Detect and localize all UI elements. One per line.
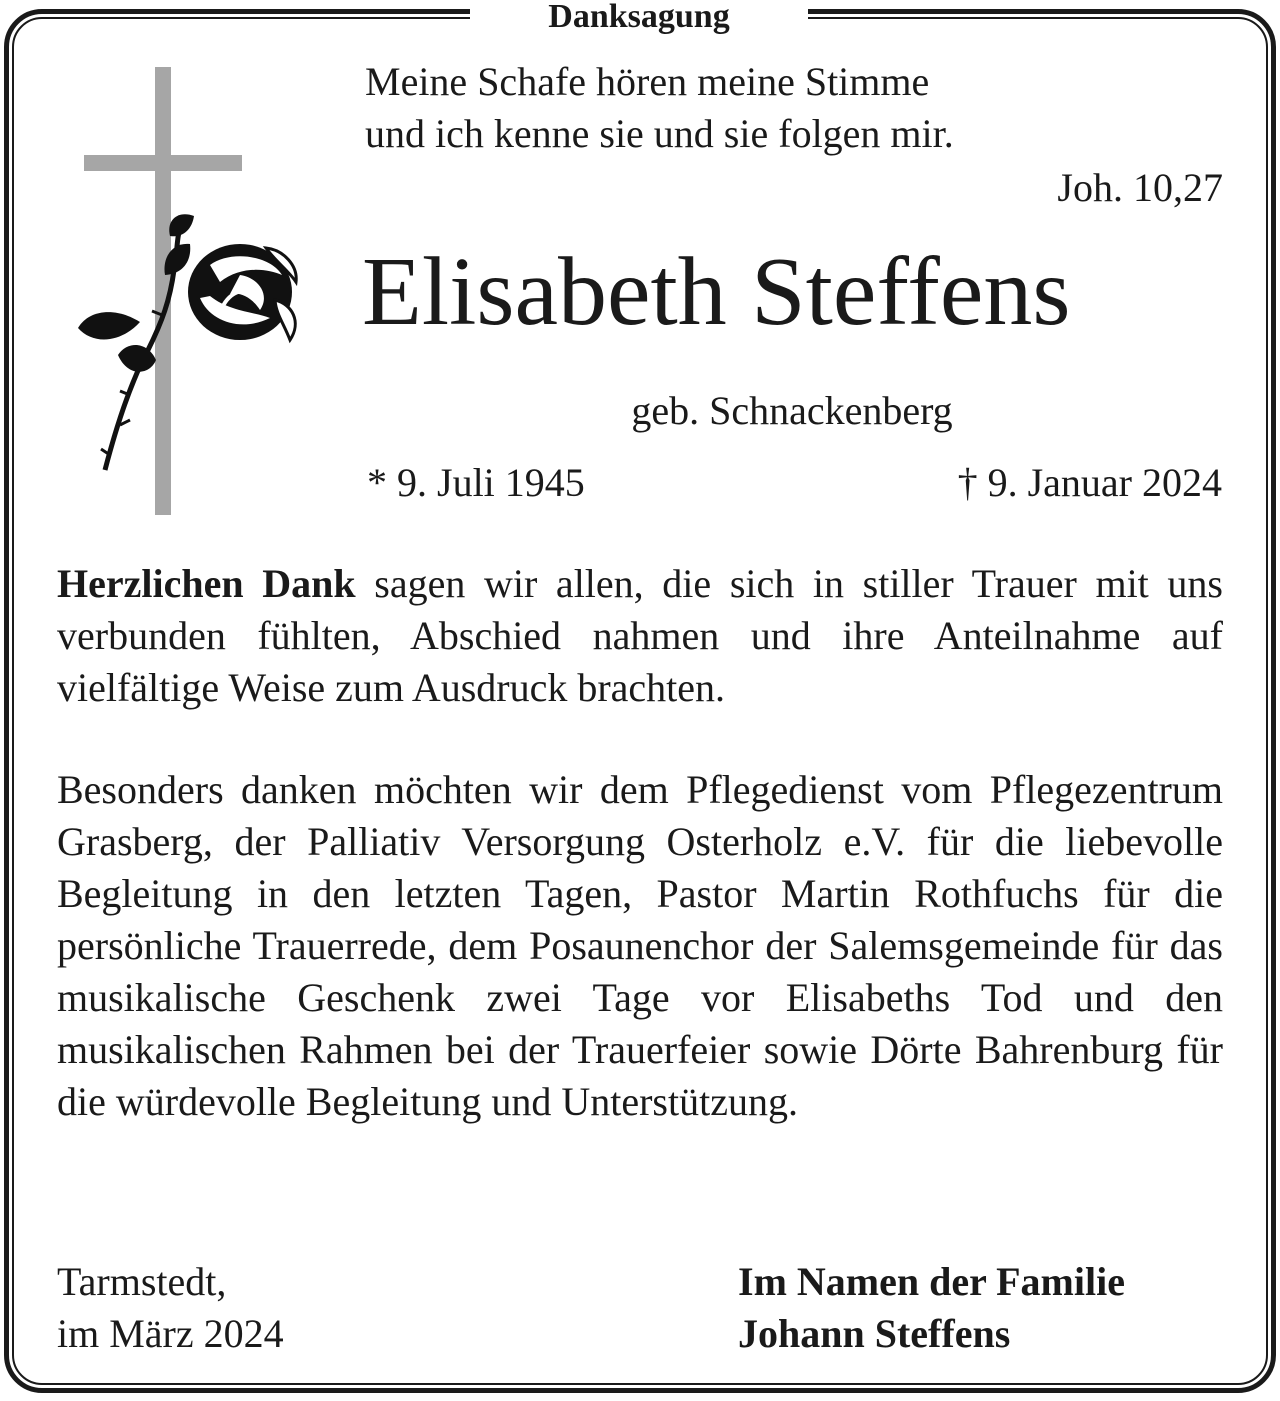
- signature-line-2: Johann Steffens: [738, 1311, 1011, 1356]
- verse-line-1: Meine Schafe hören meine Stimme: [365, 59, 930, 104]
- thanks-lead: Herzlichen Dank: [57, 561, 356, 606]
- thanks-paragraph-2: Besonders danken möchten wir dem Pflegedienst vom Pflegezentrum Grasberg, der Palliativ Versorgung Osterholz e.V. für die liebevolle Begleitung in den letzten Tagen, Pastor Martin Rothfuchs für die persönliche Trauerrede, dem Posaunenchor der Salemsgemeinde für das musikalische Geschenk zwei Tage vor Elisabeths Tod und den musikalischen Rahmen bei der Trauerfeier sowie Dörte Bahrenburg für die würdevolle Begleitung und Unterstützung.: [57, 767, 1223, 1124]
- verse-reference: Joh. 10,27: [1057, 165, 1223, 210]
- signature-line-1: Im Namen der Familie: [738, 1259, 1125, 1304]
- cross-with-rose-icon: [70, 60, 310, 520]
- notice-title: Danksagung: [548, 0, 730, 35]
- verse-line-2: und ich kenne sie und sie folgen mir.: [365, 111, 954, 156]
- birth-date: * 9. Juli 1945: [367, 460, 585, 505]
- deceased-name: Elisabeth Steffens: [362, 238, 1071, 346]
- place: Tarmstedt,: [57, 1259, 227, 1304]
- maiden-name: geb. Schnackenberg: [631, 388, 953, 433]
- place-date-block: [57, 1256, 284, 1360]
- cross-horizontal-icon: [84, 155, 242, 171]
- date: im März 2024: [57, 1311, 284, 1356]
- rose-bloom-icon: [188, 244, 296, 340]
- bible-verse: [365, 56, 1245, 160]
- thanks-text-1: sagen wir allen, die sich in stiller Trauer mit uns verbunden fühlten, Abschied nahmen und ihre Anteilnahme auf vielfältige Weise zum Ausdruck brachten.: [57, 561, 1224, 710]
- thanks-paragraph-1: [57, 558, 1223, 714]
- signature-block: [738, 1256, 1125, 1360]
- death-date: † 9. Januar 2024: [957, 460, 1222, 505]
- leaf-icon: [78, 312, 140, 339]
